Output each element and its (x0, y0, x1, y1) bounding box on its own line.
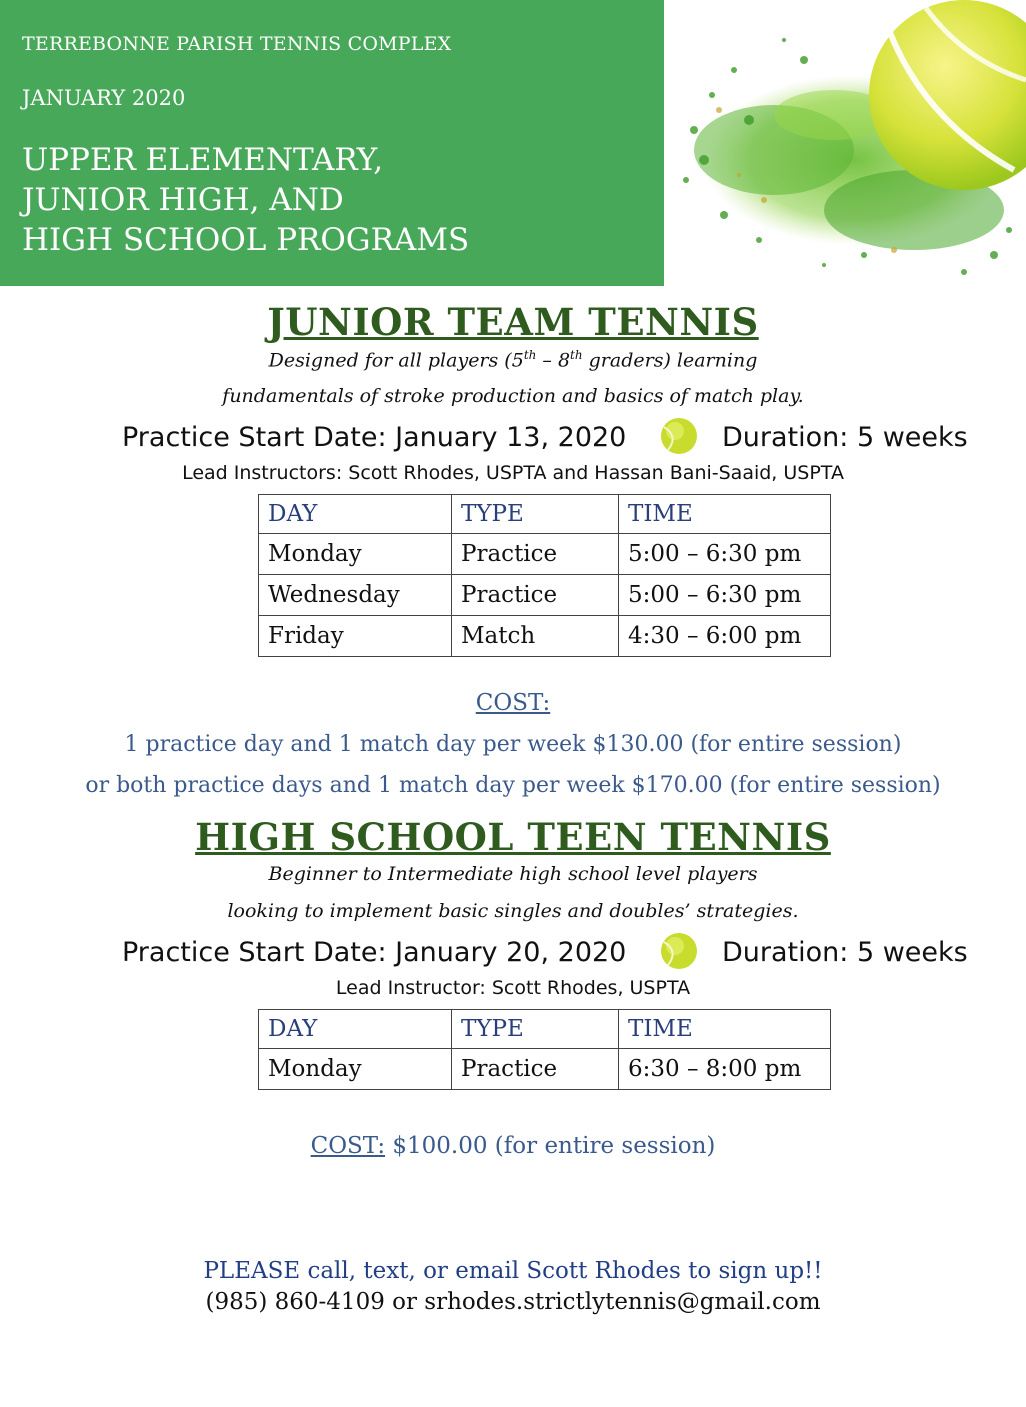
junior-instructors: Lead Instructors: Scott Rhodes, USPTA and Hassan Bani-Saaid, USPTA (182, 462, 844, 484)
header-banner (0, 0, 664, 286)
junior-duration: Duration: 5 weeks (722, 422, 968, 453)
table-header-cell: TYPE (452, 1010, 619, 1049)
month-label: JANUARY 2020 (22, 86, 186, 110)
high-school-section-title: HIGH SCHOOL TEEN TENNIS (195, 815, 831, 859)
table-header-cell: DAY (259, 1010, 452, 1049)
high-school-schedule-table (258, 1009, 831, 1090)
programs-title-line: JUNIOR HIGH, AND (22, 182, 344, 218)
table-cell: 6:30 – 8:00 pm (619, 1049, 831, 1090)
junior-start-date: Practice Start Date: January 13, 2020 (122, 422, 627, 453)
high-school-cost-label: COST: (310, 1133, 386, 1159)
junior-desc-part: graders) learning (582, 349, 758, 372)
high-school-start-line (0, 937, 1026, 977)
table-cell: Monday (259, 1049, 452, 1090)
table-row (259, 534, 831, 575)
junior-description-line-2: fundamentals of stroke production and basics of match play. (222, 385, 804, 407)
high-school-description-line-2: looking to implement basic singles and doubles’ strategies. (227, 900, 799, 922)
junior-cost-line-2: or both practice days and 1 match day per week $170.00 (for entire session) (85, 773, 941, 798)
table-cell: Monday (259, 534, 452, 575)
table-header-cell: DAY (259, 495, 452, 534)
high-school-description-line-1: Beginner to Intermediate high school level players (268, 863, 758, 885)
table-row (259, 1049, 831, 1090)
junior-desc-part: Designed for all players (5 (268, 349, 524, 372)
table-row (259, 616, 831, 657)
junior-desc-part: – 8 (536, 349, 571, 372)
tennis-ball-icon (660, 417, 698, 455)
table-cell: Match (452, 616, 619, 657)
junior-cost-line-1: 1 practice day and 1 match day per week $130.00 (for entire session) (124, 732, 902, 757)
table-header-cell: TIME (619, 495, 831, 534)
table-cell: Friday (259, 616, 452, 657)
high-school-duration: Duration: 5 weeks (722, 937, 968, 968)
junior-desc-sup: th (570, 348, 583, 362)
table-cell: Practice (452, 534, 619, 575)
table-cell: Wednesday (259, 575, 452, 616)
programs-title-line: UPPER ELEMENTARY, (22, 142, 384, 178)
table-header-cell: TYPE (452, 495, 619, 534)
table-cell: 5:00 – 6:30 pm (619, 575, 831, 616)
table-row (259, 575, 831, 616)
junior-schedule-table (258, 494, 831, 657)
junior-start-line (0, 422, 1026, 462)
high-school-cost-value: $100.00 (for entire session) (385, 1133, 716, 1159)
table-cell: 5:00 – 6:30 pm (619, 534, 831, 575)
table-cell: 4:30 – 6:00 pm (619, 616, 831, 657)
tennis-ball-icon (660, 932, 698, 970)
table-header-row (259, 1010, 831, 1049)
programs-title (22, 140, 469, 260)
table-header-row (259, 495, 831, 534)
high-school-cost (0, 1133, 1026, 1159)
contact-info: (985) 860-4109 or srhodes.strictlytennis@gmail.com (205, 1289, 821, 1315)
programs-title-line: HIGH SCHOOL PROGRAMS (22, 222, 470, 258)
table-cell: Practice (452, 1049, 619, 1090)
high-school-start-date: Practice Start Date: January 20, 2020 (122, 937, 627, 968)
signup-message: PLEASE call, text, or email Scott Rhodes to sign up!! (203, 1258, 823, 1284)
junior-section-title: JUNIOR TEAM TENNIS (267, 300, 759, 344)
org-name: TERREBONNE PARISH TENNIS COMPLEX (22, 33, 452, 55)
table-cell: Practice (452, 575, 619, 616)
junior-cost-label: COST: (475, 690, 551, 716)
high-school-instructors: Lead Instructor: Scott Rhodes, USPTA (335, 977, 691, 999)
junior-desc-sup: th (523, 348, 537, 362)
tennis-ball-splash-image (664, 0, 1026, 290)
junior-description-line-1 (0, 348, 1026, 371)
table-header-cell: TIME (619, 1010, 831, 1049)
